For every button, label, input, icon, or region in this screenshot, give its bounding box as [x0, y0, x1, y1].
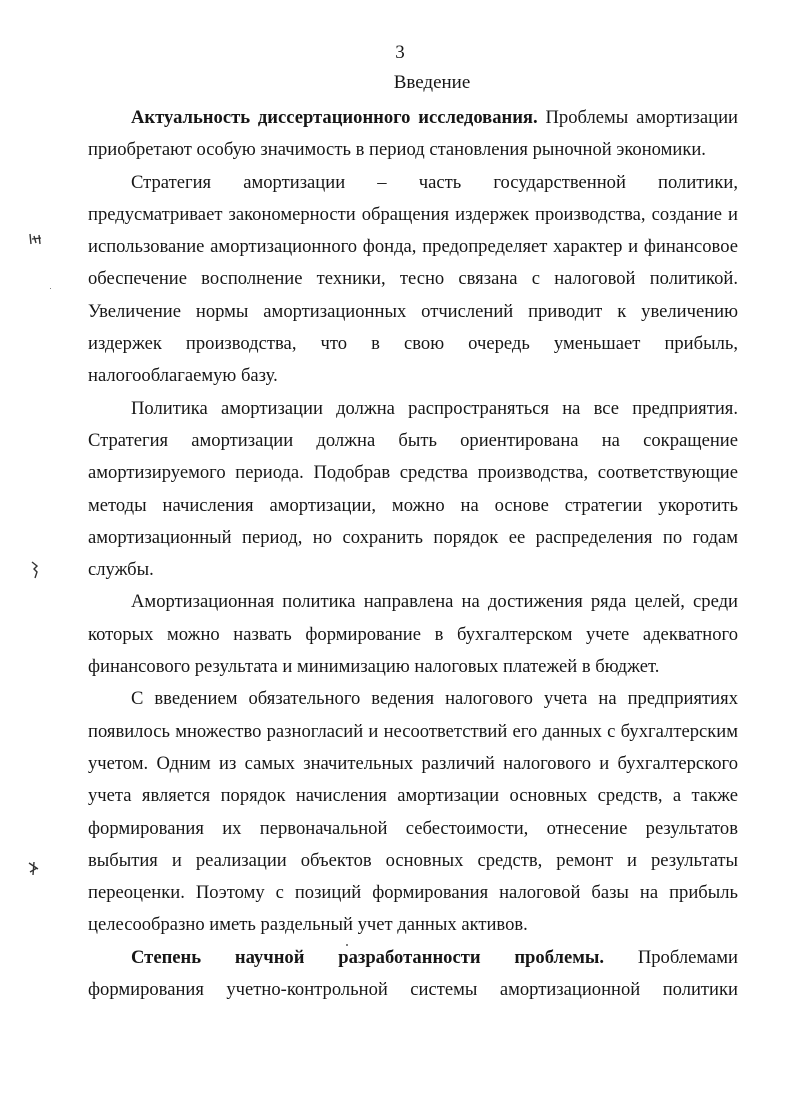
scan-speck	[50, 288, 51, 289]
scan-artifact-mark	[28, 232, 44, 250]
paragraph-text: Политика амортизации должна распространяться на все предприятия. Стратегия амортизации должна быть ориентирована на сокращение амортизируемого периода. Подобрав средства производства, соответствующие методы начисления амортизации, можно на основе стратегии укоротить амортизационный период, но сохранить порядок ее распределения по годам службы.	[88, 397, 738, 581]
paragraph-text: Проблемами формирования учетно-контрольной системы амортизационной политики	[88, 946, 738, 1001]
paragraph-lead: Актуальность диссертационного исследования.	[131, 107, 538, 128]
paragraph-relevance	[88, 102, 738, 167]
scan-artifact-mark	[28, 560, 42, 584]
paragraph-text: Стратегия амортизации – часть государственной политики, предусматривает закономерности обращения издержек производства, создание и использование амортизационного фонда, предопределяет характер и финансовое обеспечение восполнение техники, тесно связана с налоговой политикой. Увеличение нормы амортизационных отчислений приводит к увеличению издержек производства, что в свою очередь уменьшает прибыль, налогооблагаемую базу.	[88, 171, 738, 387]
paragraph-research-degree	[88, 942, 738, 1007]
document-body	[88, 102, 738, 1006]
page-number: 3	[395, 42, 405, 63]
scan-artifact-mark	[26, 860, 42, 882]
paragraph-goals	[88, 586, 738, 683]
paragraph-text: Амортизационная политика направлена на достижения ряда целей, среди которых можно назвать формирование в бухгалтерском учете адекватного финансового результата и минимизацию налоговых платежей в бюджет.	[88, 591, 738, 678]
paragraph-lead: Степень научной разработанности проблемы.	[131, 946, 605, 968]
scan-speck-icon	[28, 560, 42, 580]
section-heading: Введение	[393, 72, 471, 93]
paragraph-text: Проблемы амортизации приобретают особую значимость в период становления рыночной экономики.	[88, 107, 738, 161]
paragraph-policy	[88, 393, 738, 587]
scan-speck-icon	[28, 232, 44, 246]
scan-speck-icon	[26, 860, 42, 878]
paragraph-strategy	[88, 167, 738, 393]
paragraph-tax-accounting	[88, 683, 738, 941]
paragraph-text: С введением обязательного ведения налогового учета на предприятиях появилось множество разногласий и несоответствий его данных с бухгалтерским учетом. Одним из самых значительных различий налогового и бухгалтерского учета является порядок начисления амортизации основных средств, а также формирования их первоначальной себестоимости, отнесение результатов выбытия и реализации объектов основных средств, ремонт и результаты переоценки. Поэтому с позиций формирования налоговой базы на прибыль целесообразно иметь раздельный учет данных активов.	[88, 688, 738, 936]
scan-speck	[346, 944, 348, 946]
